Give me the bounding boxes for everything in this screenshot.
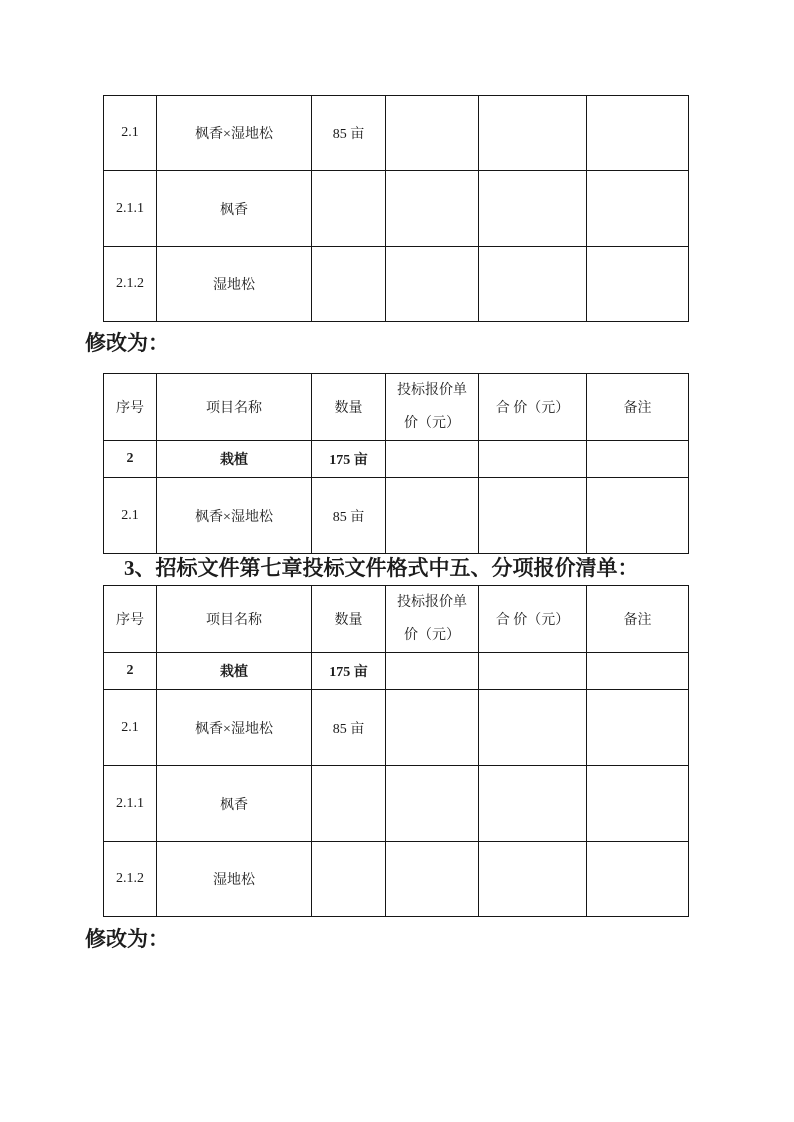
unit-price-header-text: 投标报价单价（元）	[397, 595, 467, 643]
seq-cell: 2	[104, 441, 157, 478]
note-cell	[587, 690, 689, 766]
unit-price-header	[386, 586, 479, 653]
unit-price-cell	[386, 766, 479, 842]
total-price-header: 合 价（元）	[479, 374, 587, 441]
seq-cell: 2.1.1	[104, 171, 157, 247]
name-cell: 枫香	[157, 766, 312, 842]
total-price-cell	[479, 690, 587, 766]
qty-cell	[312, 842, 386, 917]
seq-cell: 2.1.1	[104, 766, 157, 842]
total-price-cell	[479, 478, 587, 554]
qty-header: 数量	[312, 374, 386, 441]
name-cell: 湿地松	[157, 247, 312, 322]
seq-header: 序号	[104, 586, 157, 653]
unit-price-cell	[386, 478, 479, 554]
qty-cell: 85 亩	[312, 690, 386, 766]
total-price-cell	[479, 766, 587, 842]
qty-cell: 85 亩	[312, 96, 386, 171]
name-cell: 栽植	[157, 653, 312, 690]
note-header: 备注	[587, 374, 689, 441]
note-cell	[587, 441, 689, 478]
name-cell: 枫香	[157, 171, 312, 247]
unit-price-cell	[386, 842, 479, 917]
note-cell	[587, 171, 689, 247]
total-price-cell	[479, 441, 587, 478]
name-cell: 枫香×湿地松	[157, 478, 312, 554]
unit-price-cell	[386, 171, 479, 247]
seq-cell: 2.1.2	[104, 842, 157, 917]
total-price-cell	[479, 842, 587, 917]
qty-cell	[312, 766, 386, 842]
note-cell	[587, 96, 689, 171]
note-cell	[587, 653, 689, 690]
unit-price-header	[386, 374, 479, 441]
qty-cell: 175 亩	[312, 441, 386, 478]
name-header: 项目名称	[157, 374, 312, 441]
modify-note-2: 修改为：	[85, 927, 169, 951]
table-row	[104, 247, 689, 322]
qty-cell	[312, 247, 386, 322]
table-row	[104, 653, 689, 690]
unit-price-header-text: 投标报价单价（元）	[397, 383, 467, 431]
name-cell: 枫香×湿地松	[157, 690, 312, 766]
qty-cell: 175 亩	[312, 653, 386, 690]
unit-price-cell	[386, 96, 479, 171]
qty-cell	[312, 171, 386, 247]
total-price-cell	[479, 247, 587, 322]
table-row	[104, 766, 689, 842]
unit-price-cell	[386, 690, 479, 766]
seq-cell: 2.1	[104, 478, 157, 554]
seq-cell: 2.1	[104, 96, 157, 171]
note-cell	[587, 766, 689, 842]
price-table-continued	[103, 95, 689, 322]
table-row	[104, 690, 689, 766]
table-header-row	[104, 586, 689, 653]
modify-note-1: 修改为：	[85, 331, 169, 355]
section-3-heading: 3、招标文件第七章投标文件格式中五、分项报价清单：	[124, 556, 639, 580]
qty-header: 数量	[312, 586, 386, 653]
note-header: 备注	[587, 586, 689, 653]
name-cell: 栽植	[157, 441, 312, 478]
name-header: 项目名称	[157, 586, 312, 653]
qty-cell: 85 亩	[312, 478, 386, 554]
total-price-cell	[479, 171, 587, 247]
name-cell: 湿地松	[157, 842, 312, 917]
table-row	[104, 96, 689, 171]
total-price-cell	[479, 653, 587, 690]
note-cell	[587, 842, 689, 917]
table-row	[104, 441, 689, 478]
note-cell	[587, 478, 689, 554]
seq-cell: 2.1.2	[104, 247, 157, 322]
table-row	[104, 842, 689, 917]
price-table-itemized-quotation	[103, 585, 689, 917]
seq-cell: 2	[104, 653, 157, 690]
seq-cell: 2.1	[104, 690, 157, 766]
table-header-row	[104, 374, 689, 441]
note-cell	[587, 247, 689, 322]
unit-price-cell	[386, 653, 479, 690]
total-price-cell	[479, 96, 587, 171]
table-row	[104, 478, 689, 554]
table-row	[104, 171, 689, 247]
unit-price-cell	[386, 441, 479, 478]
total-price-header: 合 价（元）	[479, 586, 587, 653]
name-cell: 枫香×湿地松	[157, 96, 312, 171]
seq-header: 序号	[104, 374, 157, 441]
unit-price-cell	[386, 247, 479, 322]
price-table-revised	[103, 373, 689, 554]
